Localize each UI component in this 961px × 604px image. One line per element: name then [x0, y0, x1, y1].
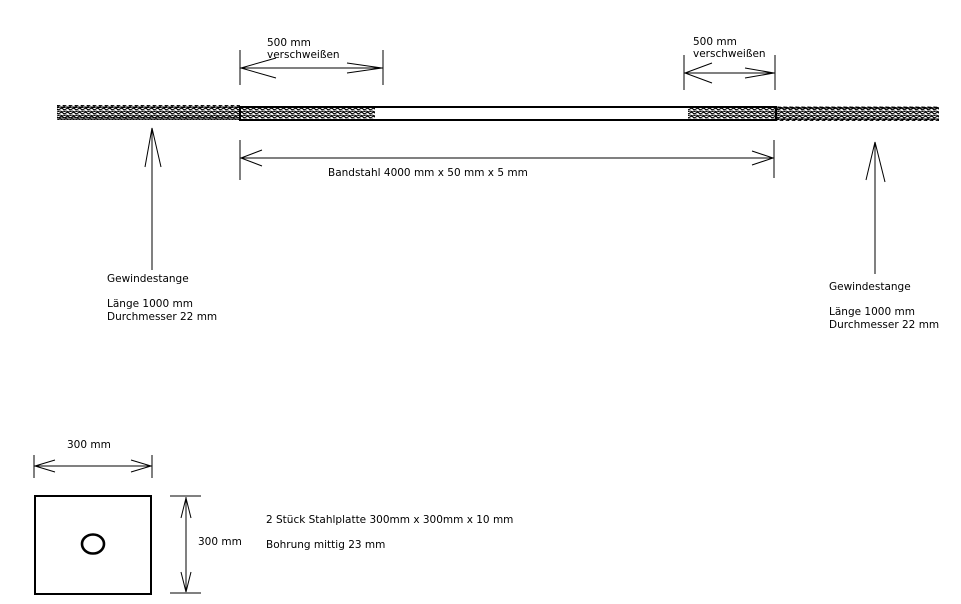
weld-zone-left	[241, 108, 375, 119]
rod-left-length: Länge 1000 mm	[107, 298, 193, 310]
plate-width-label: 300 mm	[67, 439, 111, 451]
weld-right-note: verschweißen	[693, 48, 766, 60]
rod-right-title: Gewindestange	[829, 281, 911, 293]
weld-right-length: 500 mm	[693, 36, 737, 48]
rod-right-diameter: Durchmesser 22 mm	[829, 319, 940, 331]
plate-height-label: 300 mm	[198, 536, 242, 548]
weld-left-note: verschweißen	[267, 49, 340, 61]
weld-dimension-right	[684, 55, 775, 90]
rod-left-leader	[145, 128, 161, 270]
plate-hole-note: Bohrung mittig 23 mm	[266, 539, 386, 551]
plate-description: 2 Stück Stahlplatte 300mm x 300mm x 10 mm	[266, 514, 514, 526]
steel-plate	[35, 496, 151, 594]
weld-zone-right	[688, 108, 775, 119]
rod-left-title: Gewindestange	[107, 273, 189, 285]
rod-left-diameter: Durchmesser 22 mm	[107, 311, 218, 323]
plate-height-dimension	[170, 496, 201, 593]
steel-strip	[240, 107, 776, 120]
threaded-rod-right	[776, 106, 939, 121]
strip-label: Bandstahl 4000 mm x 50 mm x 5 mm	[328, 167, 528, 179]
plate-width-dimension	[34, 455, 152, 478]
threaded-rod-left	[57, 105, 240, 120]
weld-left-length: 500 mm	[267, 37, 311, 49]
rod-right-length: Länge 1000 mm	[829, 306, 915, 318]
rod-right-leader	[866, 142, 885, 274]
